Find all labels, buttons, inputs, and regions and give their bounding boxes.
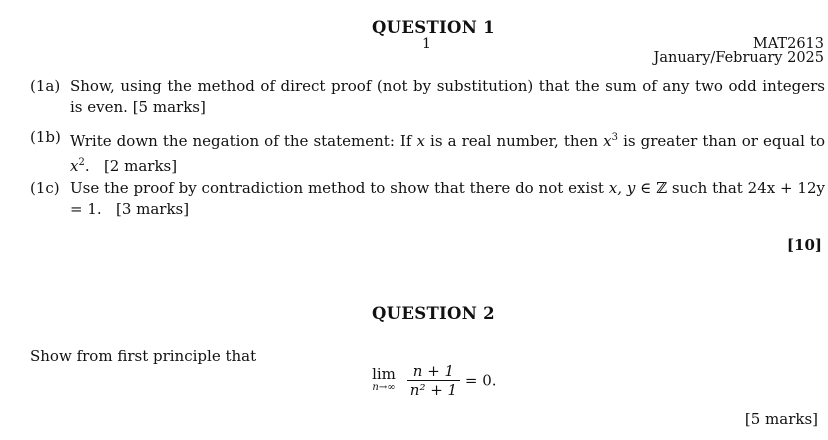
question-item-1c — [30, 178, 826, 222]
math-var: x — [416, 132, 425, 150]
item-text-mid: such that — [671, 179, 743, 197]
limit-operator: lim n→∞ — [372, 364, 396, 393]
item-text — [70, 127, 825, 177]
limit-expression — [366, 362, 497, 402]
limit-equals: = 0. — [464, 371, 497, 390]
fraction-denominator: n² + 1 — [409, 381, 458, 399]
math-set: ∈ ℤ — [640, 179, 668, 197]
exam-period: January/February 2025 — [653, 50, 824, 66]
math-vars: x, y — [608, 179, 636, 197]
question2-marks: [5 marks] — [744, 410, 818, 428]
item-label: (1a) — [30, 77, 61, 95]
math-power: $x^3$ — [603, 132, 618, 150]
item-text-end: . — [84, 157, 90, 175]
item-label: (1c) — [30, 179, 60, 197]
course-code: MAT2613 — [752, 36, 824, 52]
item-text-mid: is a real number, then — [430, 132, 599, 150]
question2-title: QUESTION 2 — [372, 304, 495, 323]
page-number: 1 — [422, 36, 431, 52]
fraction-numerator: n + 1 — [407, 362, 460, 381]
question-item-1b — [30, 127, 826, 175]
item-text-main: Use the proof by contradiction method to show that there do not exist — [70, 179, 604, 197]
question1-title: QUESTION 1 — [372, 18, 495, 37]
item-marks: [3 marks] — [115, 200, 190, 218]
item-marks: [5 marks] — [132, 98, 206, 116]
item-text-main: Write down the negation of the statement: If — [70, 132, 412, 150]
math-equation: 24x + 12y = 1. — [70, 179, 825, 218]
question1-total: [10] — [786, 236, 822, 254]
question2-prompt: Show from first principle that — [30, 347, 257, 365]
math-power: $x^2$ — [70, 157, 85, 175]
item-text — [70, 178, 825, 220]
item-text-mid: is greater than or equal to — [623, 132, 825, 150]
item-text — [70, 76, 825, 118]
item-text-main: Show, using the method of direct proof (not by substitution) that the sum of any two odd integers is even. — [70, 77, 825, 116]
item-label: (1b) — [30, 128, 61, 146]
limit-fraction — [407, 362, 460, 399]
item-marks: [2 marks] — [103, 157, 178, 175]
question-item-1a — [30, 76, 826, 120]
